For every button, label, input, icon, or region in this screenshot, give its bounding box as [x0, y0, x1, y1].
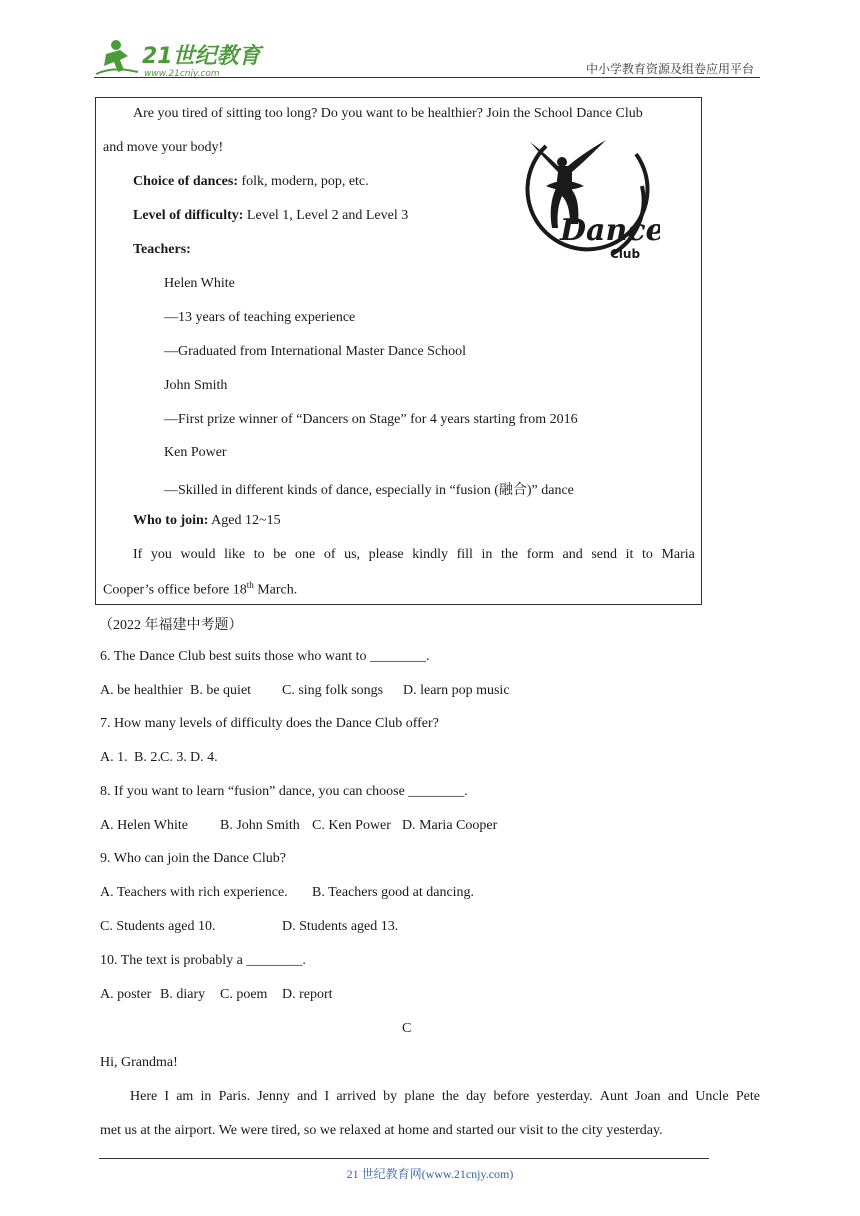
section-c-heading: C: [402, 1021, 412, 1036]
runner-icon: [94, 36, 264, 80]
word: am: [176, 1089, 194, 1104]
word: and: [562, 547, 583, 562]
word: and: [297, 1089, 318, 1104]
word: one: [295, 547, 316, 562]
choice-value: folk, modern, pop, etc.: [238, 174, 369, 189]
word: day: [466, 1089, 487, 1104]
dance-logo-word: Dance: [560, 213, 660, 248]
teacher-1-name: Helen White: [164, 276, 235, 291]
word: Here: [130, 1089, 158, 1104]
word: it: [625, 547, 634, 562]
word: would: [180, 547, 216, 562]
word: yesterday.: [536, 1089, 593, 1104]
level-of-difficulty: [133, 208, 408, 224]
answer-option: A. Teachers with rich experience.: [100, 885, 288, 900]
word: Maria: [661, 547, 695, 562]
logo-url: www.21cnjy.com: [144, 69, 220, 79]
question-source: （2022 年福建中考题）: [99, 618, 243, 633]
answer-option: A. Helen White: [100, 818, 188, 833]
answer-option: C. Students aged 10.: [100, 919, 216, 934]
answer-option: A. poster: [100, 987, 152, 1002]
teacher-1-detail-2: —Graduated from International Master Dance School: [164, 344, 467, 359]
word: I: [324, 1089, 330, 1104]
closing-line-2-b: March.: [253, 582, 298, 598]
word: in: [200, 1089, 212, 1104]
answer-option: C. Ken Power: [312, 818, 391, 833]
ballerina-icon: [516, 132, 660, 264]
footer-text: 21 世纪教育网(www.21cnjy.com): [346, 1167, 514, 1181]
word: arrived: [336, 1089, 376, 1104]
word: kindly: [412, 547, 448, 562]
answer-option: D. Students aged 13.: [282, 919, 399, 934]
word: in: [481, 547, 493, 562]
teachers-label: Teachers:: [133, 242, 191, 257]
choice-label: Choice of dances:: [133, 174, 238, 189]
word: I: [164, 1089, 170, 1104]
word: like: [224, 547, 246, 562]
header-divider: [94, 77, 760, 78]
answer-option: C. 3.: [160, 750, 187, 765]
answer-option: A. be healthier: [100, 683, 183, 698]
teacher-2-detail-1: —First prize winner of “Dancers on Stage” for 4 years starting from 2016: [164, 412, 578, 427]
word: form: [526, 547, 554, 562]
choice-of-dances: [133, 174, 369, 190]
answer-option: D. Maria Cooper: [402, 818, 498, 833]
word: the: [501, 547, 519, 562]
word: before: [493, 1089, 530, 1104]
intro-line-1: Are you tired of sitting too long? Do you want to be healthier? Join the School Dance Club: [133, 106, 643, 121]
question-8: 8. If you want to learn “fusion” dance, you can choose ________.: [100, 784, 468, 799]
word: Pete: [735, 1089, 760, 1104]
word: Jenny: [257, 1089, 290, 1104]
answer-option: D. 4.: [190, 750, 218, 765]
word: by: [383, 1089, 398, 1104]
answer-option: A. 1.: [100, 750, 128, 765]
intro-line-2: and move your body!: [103, 140, 224, 155]
word: to: [641, 547, 653, 562]
logo-text: 21世纪教育: [142, 44, 261, 69]
word: please: [368, 547, 404, 562]
letter-paragraph-line-2: met us at the airport. We were tired, so we relaxed at home and started our visit to the city yesterday.: [100, 1123, 663, 1138]
teacher-3-detail-1: —Skilled in different kinds of dance, especially in “fusion (融合)” dance: [164, 483, 574, 498]
closing-line-2-sup: th: [246, 580, 254, 590]
header-platform-text: 中小学教育资源及组卷应用平台: [585, 62, 754, 76]
footer-divider: [99, 1158, 709, 1159]
word: Aunt: [599, 1089, 628, 1104]
question-6: 6. The Dance Club best suits those who want to ________.: [100, 649, 430, 664]
word: send: [591, 547, 617, 562]
word: plane: [404, 1089, 435, 1104]
closing-line-2: [103, 580, 297, 599]
word: be: [273, 547, 287, 562]
word: Uncle: [695, 1089, 729, 1104]
answer-option: B. Teachers good at dancing.: [312, 885, 475, 900]
question-9: 9. Who can join the Dance Club?: [100, 851, 286, 866]
dance-logo-sub: Club: [610, 247, 641, 261]
word: and: [667, 1089, 689, 1104]
dance-club-logo: [516, 132, 660, 264]
letter-greeting: Hi, Grandma!: [100, 1055, 178, 1070]
teacher-1-detail-1: —13 years of teaching experience: [164, 310, 356, 325]
answer-option: C. poem: [220, 987, 268, 1002]
teacher-2-name: John Smith: [164, 378, 228, 393]
answer-option: B. 2.: [134, 750, 161, 765]
answer-option: B. John Smith: [220, 818, 300, 833]
answer-option: B. diary: [160, 987, 206, 1002]
site-logo: [94, 36, 264, 80]
answer-option: D. learn pop music: [403, 683, 510, 698]
word: If: [133, 547, 143, 562]
word: you: [150, 547, 172, 562]
word: to: [253, 547, 265, 562]
word: fill: [456, 547, 473, 562]
word: Joan: [635, 1089, 661, 1104]
word: of: [323, 547, 336, 562]
answer-option: D. report: [282, 987, 333, 1002]
word: Paris.: [218, 1089, 251, 1104]
word: the: [441, 1089, 459, 1104]
who-label: Who to join:: [133, 513, 209, 528]
closing-line-1: [133, 547, 695, 563]
level-value: Level 1, Level 2 and Level 3: [243, 208, 409, 223]
level-label: Level of difficulty:: [133, 208, 244, 223]
letter-paragraph-line-1: [130, 1089, 760, 1105]
answer-option: B. be quiet: [190, 683, 252, 698]
question-10: 10. The text is probably a ________.: [100, 953, 306, 968]
who-to-join: [133, 513, 281, 529]
teacher-3-name: Ken Power: [164, 445, 227, 460]
answer-option: C. sing folk songs: [282, 683, 384, 698]
who-value: Aged 12~15: [208, 513, 281, 528]
word: us,: [344, 547, 361, 562]
closing-line-2-a: Cooper’s office before 18: [103, 582, 247, 598]
question-7: 7. How many levels of difficulty does the Dance Club offer?: [100, 716, 439, 731]
